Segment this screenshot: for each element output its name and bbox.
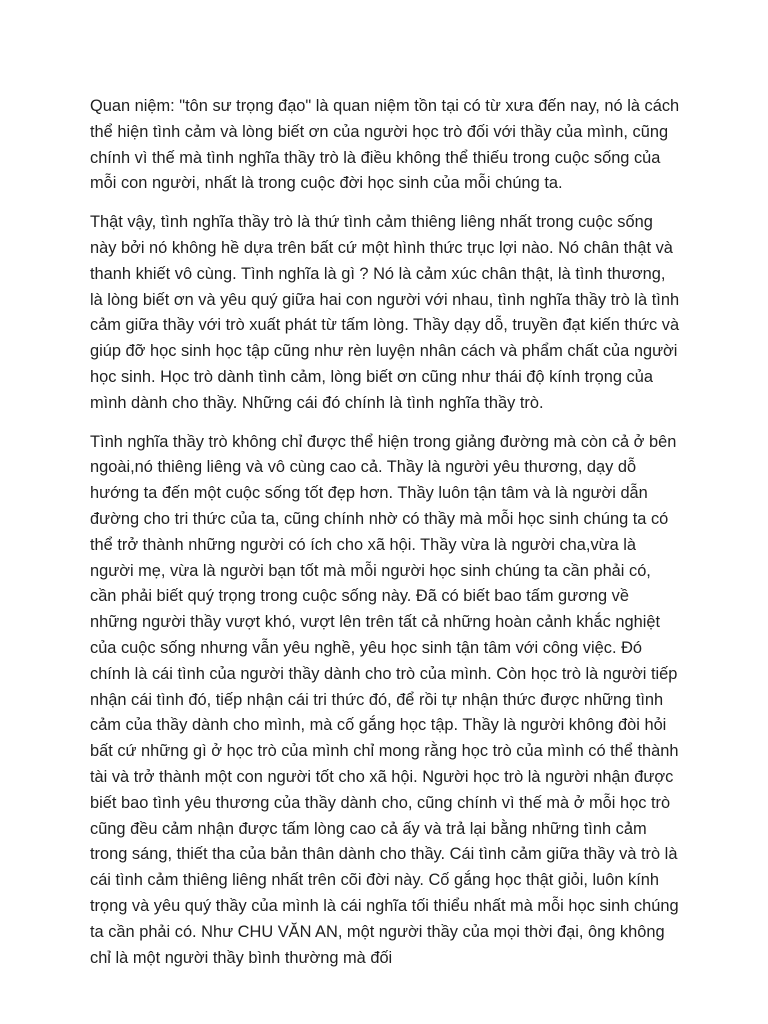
document-body <box>90 94 680 984</box>
paragraph-intro: Quan niệm: "tôn sư trọng đạo" là quan niệm tồn tại có từ xưa đến nay, nó là cách thể hiện tình cảm và lòng biết ơn của người học trò đối với thầy của mình, cũng chính vì thế mà tình nghĩa thầy trò là điều không thể thiếu trong cuộc sống của mỗi con người, nhất là trong cuộc đời học sinh của mỗi chúng ta. <box>90 97 680 193</box>
paragraph-definition: Thật vậy, tình nghĩa thầy trò là thứ tình cảm thiêng liêng nhất trong cuộc sống này bởi nó không hề dựa trên bất cứ một hình thức trục lợi nào. Nó chân thật và thanh khiết vô cùng. Tình nghĩa là gì ? Nó là cảm xúc chân thật, là tình thương, là lòng biết ơn và yêu quý giữa hai con người với nhau, tình nghĩa thầy trò là tình cảm giữa thầy với trò xuất phát từ tấm lòng. Thầy dạy dỗ, truyền đạt kiến thức và giúp đỡ học sinh học tập cũng như rèn luyện nhân cách và phẩm chất của người học sinh. Học trò dành tình cảm, lòng biết ơn cũng như thái độ kính trọng của mình dành cho thầy. Những cái đó chính là tình nghĩa thầy trò. <box>90 213 680 412</box>
paragraph-elaboration: Tình nghĩa thầy trò không chỉ được thể hiện trong giảng đường mà còn cả ở bên ngoài,nó thiêng liêng và vô cùng cao cả. Thầy là người yêu thương, dạy dỗ hướng ta đến một cuộc sống tốt đẹp hơn. Thầy luôn tận tâm và là người dẫn đường cho tri thức của ta, cũng chính nhờ có thầy mà mỗi học sinh chúng ta có thể trở thành những người có ích cho xã hội. Thầy vừa là người cha,vừa là người mẹ, vừa là người bạn tốt mà mỗi người học sinh chúng ta cần phải có, cần phải biết quý trọng trong cuộc sống này. Đã có biết bao tấm gương về những người thầy vượt khó, vượt lên trên tất cả những hoàn cảnh khắc nghiệt của cuộc sống nhưng vẫn yêu nghề, yêu học sinh tận tâm với công việc. Đó chính là cái tình của người thầy dành cho trò của mình. Còn học trò là người tiếp nhận cái tình đó, tiếp nhận cái tri thức đó, để rồi tự nhận thức được những tình cảm của thầy dành cho mình, mà cố gắng học tập. Thầy là người không đòi hỏi bất cứ những gì ở học trò của mình chỉ mong rằng học trò của mình có thể thành tài và trở thành một con người tốt cho xã hội. Người học trò là người nhận được biết bao tình yêu thương của thầy dành cho, cũng chính vì thế mà ở mỗi học trò cũng đều cảm nhận được tấm lòng cao cả ấy và trả lại bằng những tình cảm trong sáng, thiết tha của bản thân dành cho thầy. Cái tình cảm giữa thầy và trò là cái tình cảm thiêng liêng nhất trên cõi đời này. Cố gắng học thật giỏi, luôn kính trọng và yêu quý thầy của mình là cái nghĩa tối thiểu nhất mà mỗi học sinh chúng ta cần phải có. Như CHU VĂN AN, một người thầy của mọi thời đại, ông không chỉ là một người thầy bình thường mà đối <box>90 432 679 967</box>
